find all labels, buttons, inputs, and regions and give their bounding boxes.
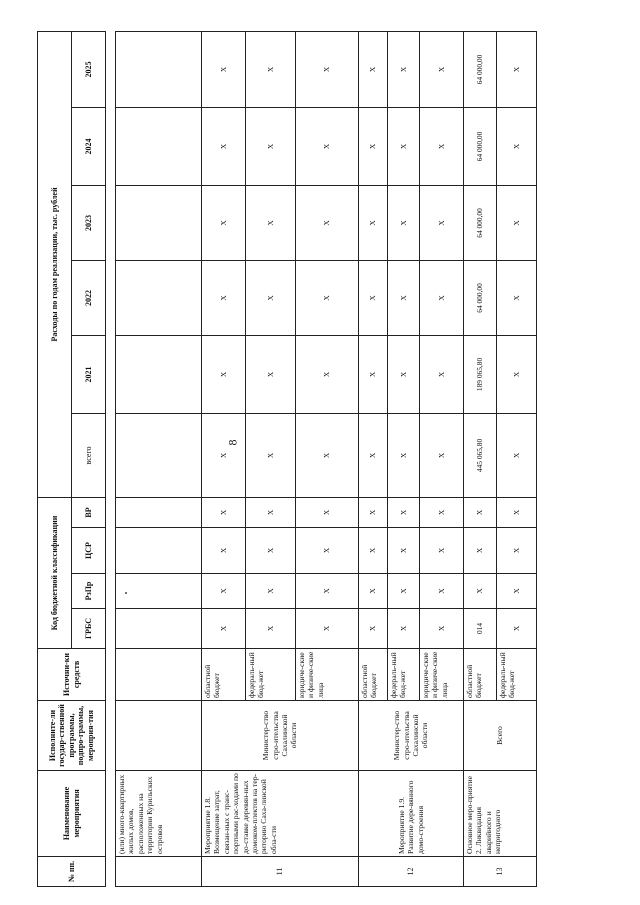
row-11-federal-total: X (246, 413, 296, 497)
header-expenses: Расходы по годам реализации, тыс. рублей (38, 31, 72, 497)
row-12-regional-vr: X (359, 497, 388, 527)
header-total: всего (72, 413, 106, 497)
header-2022: 2022 (72, 260, 106, 335)
row-11-legal-2023: X (296, 185, 359, 260)
cell-source (116, 649, 202, 701)
cell-executor (116, 701, 202, 771)
header-source: Источни-ки средств (38, 649, 106, 701)
cell-2021 (116, 335, 202, 413)
header-2025: 2025 (72, 31, 106, 107)
row-12-number: 12 (359, 857, 464, 887)
row-11-regional-2024: X (202, 107, 246, 185)
row-13-federal-csr: X (497, 528, 537, 574)
program-table (37, 31, 537, 887)
row-11-number: 11 (202, 857, 359, 887)
row-13-regional-2025: 64 000,00 (464, 31, 497, 107)
row-12-regional-total: X (359, 413, 388, 497)
row-11-regional-vr: X (202, 497, 246, 527)
row-13-federal-2021: X (497, 335, 537, 413)
row-12-regional-grbs: X (359, 609, 388, 649)
header-row-1 (38, 31, 72, 886)
row-11-federal-2025: X (246, 31, 296, 107)
row-12-executor: Министер-ство стро-ительства Сахалинской области (359, 701, 464, 771)
row-12-source-federal: федераль-ный бюд-жет (388, 649, 420, 701)
row-11-regional-2022: X (202, 260, 246, 335)
row-13-federal-2024: X (497, 107, 537, 185)
cell-rzpr (116, 574, 202, 609)
row-12-legal-vr: X (420, 497, 464, 527)
row-13-federal-total: X (497, 413, 537, 497)
row-13-source-regional: областной бюджет (464, 649, 497, 701)
row-12-regional-2021: X (359, 335, 388, 413)
row-13-federal-2023: X (497, 185, 537, 260)
row-11-executor: Министер-ство стро-ительства Сахалинской области (202, 701, 359, 771)
row-13-federal-2022: X (497, 260, 537, 335)
row-12-federal-total: X (388, 413, 420, 497)
cell-2024 (116, 107, 202, 185)
row-11-regional-rzpr: X (202, 574, 246, 609)
cell-2022 (116, 260, 202, 335)
row-13-name: Основное меро-приятие 2. Ликвидация аварийного и непригодного (464, 771, 537, 857)
row-11-legal-vr: X (296, 497, 359, 527)
row-11-source-federal: федераль-ный бюд-жет (246, 649, 296, 701)
row-13-federal-grbs: X (497, 609, 537, 649)
header-name: Наименование мероприятия (38, 771, 106, 857)
table-row-11-regional (202, 31, 246, 886)
row-12-source-legal: юридиче-ские и физиче-ские лица (420, 649, 464, 701)
row-11-federal-2023: X (246, 185, 296, 260)
row-11-regional-csr: X (202, 528, 246, 574)
row-12-regional-2024: X (359, 107, 388, 185)
cell-2023 (116, 185, 202, 260)
cell-vr (116, 497, 202, 527)
row-12-legal-rzpr: X (420, 574, 464, 609)
cell-num (116, 857, 202, 887)
row-13-regional-2024: 64 000,00 (464, 107, 497, 185)
row-11-name: Мероприятие 1.8. Возмещение затрат, связан-ных с транс-портными рас-ходами по до-ставке деревян-ных домоком-плектов на тер-риторию Саха-линской обла-сти (202, 771, 359, 857)
row-12-federal-csr: X (388, 528, 420, 574)
row-13-federal-rzpr: X (497, 574, 537, 609)
header-grbs: ГРБС (72, 609, 106, 649)
table-row-12-regional (359, 31, 388, 886)
table-row-13-regional (464, 31, 497, 886)
row-11-legal-2024: X (296, 107, 359, 185)
row-12-name: Мероприятие 1.9. Развитие дере-вянного домо-строения (359, 771, 464, 857)
row-12-federal-rzpr: X (388, 574, 420, 609)
row-13-regional-vr: X (464, 497, 497, 527)
row-11-legal-csr: X (296, 528, 359, 574)
row-12-legal-2021: X (420, 335, 464, 413)
cell-name: (или) много-квартирных жилых домов, расположенных на территории Курильских островов (116, 771, 202, 857)
row-11-regional-2023: X (202, 185, 246, 260)
row-13-regional-total: 445 065,80 (464, 413, 497, 497)
row-12-regional-2023: X (359, 185, 388, 260)
row-13-regional-csr: X (464, 528, 497, 574)
cell-csr (116, 528, 202, 574)
row-13-regional-2022: 64 000,00 (464, 260, 497, 335)
row-11-legal-2025: X (296, 31, 359, 107)
cell-grbs (116, 609, 202, 649)
row-11-legal-rzpr: X (296, 574, 359, 609)
row-12-federal-2022: X (388, 260, 420, 335)
row-13-number: 13 (464, 857, 537, 887)
row-11-regional-total: X (202, 413, 246, 497)
row-11-legal-2022: X (296, 260, 359, 335)
row-12-legal-2023: X (420, 185, 464, 260)
row-13-source-federal: федераль-ный бюд-жет (497, 649, 537, 701)
row-11-legal-grbs: X (296, 609, 359, 649)
row-13-regional-2021: 189 065,80 (464, 335, 497, 413)
row-11-federal-2022: X (246, 260, 296, 335)
cell-total (116, 413, 202, 497)
row-11-federal-2021: X (246, 335, 296, 413)
row-13-federal-2025: X (497, 31, 537, 107)
row-11-federal-rzpr: X (246, 574, 296, 609)
row-12-legal-total: X (420, 413, 464, 497)
row-12-federal-2023: X (388, 185, 420, 260)
header-csr: ЦСР (72, 528, 106, 574)
row-11-federal-vr: X (246, 497, 296, 527)
header-budget-code: Код бюджетной классификации (38, 497, 72, 648)
header-rzpr: РзПр (72, 574, 106, 609)
row-12-legal-grbs: X (420, 609, 464, 649)
gap-cell (106, 31, 116, 886)
row-11-legal-total: X (296, 413, 359, 497)
row-12-federal-2021: X (388, 335, 420, 413)
header-num: № пп. (38, 857, 106, 887)
row-12-legal-2025: X (420, 31, 464, 107)
row-12-regional-rzpr: X (359, 574, 388, 609)
header-2024: 2024 (72, 107, 106, 185)
page-number: 8 (225, 439, 240, 446)
row-12-federal-2025: X (388, 31, 420, 107)
row-12-legal-csr: X (420, 528, 464, 574)
header-2023: 2023 (72, 185, 106, 260)
row-13-regional-rzpr: X (464, 574, 497, 609)
row-12-federal-vr: X (388, 497, 420, 527)
row-12-source-regional: областной бюджет (359, 649, 388, 701)
row-12-legal-2022: X (420, 260, 464, 335)
row-12-federal-2024: X (388, 107, 420, 185)
header-gap (106, 31, 116, 886)
row-13-regional-grbs: 014 (464, 609, 497, 649)
row-13-regional-2023: 64 000,00 (464, 185, 497, 260)
row-11-regional-grbs: X (202, 609, 246, 649)
row-13-executor: Всего (464, 701, 537, 771)
row-12-legal-2024: X (420, 107, 464, 185)
row-11-federal-csr: X (246, 528, 296, 574)
header-executor: Исполните-ли государ-ственной программы, подпро-граммы, мероприя-тия (38, 701, 106, 771)
row-11-regional-2021: X (202, 335, 246, 413)
rotated-table-stage (37, 32, 627, 887)
header-vr: ВР (72, 497, 106, 527)
row-11-federal-grbs: X (246, 609, 296, 649)
header-2021: 2021 (72, 335, 106, 413)
row-11-legal-2021: X (296, 335, 359, 413)
cell-2025 (116, 31, 202, 107)
row-11-source-legal: юридиче-ские и физиче-ские лица (296, 649, 359, 701)
row-11-regional-2025: X (202, 31, 246, 107)
table-row-continuation (116, 31, 202, 886)
row-11-source-regional: областной бюджет (202, 649, 246, 701)
row-13-federal-vr: X (497, 497, 537, 527)
row-12-regional-csr: X (359, 528, 388, 574)
row-11-federal-2024: X (246, 107, 296, 185)
row-12-regional-2025: X (359, 31, 388, 107)
row-12-regional-2022: X (359, 260, 388, 335)
row-12-federal-grbs: X (388, 609, 420, 649)
